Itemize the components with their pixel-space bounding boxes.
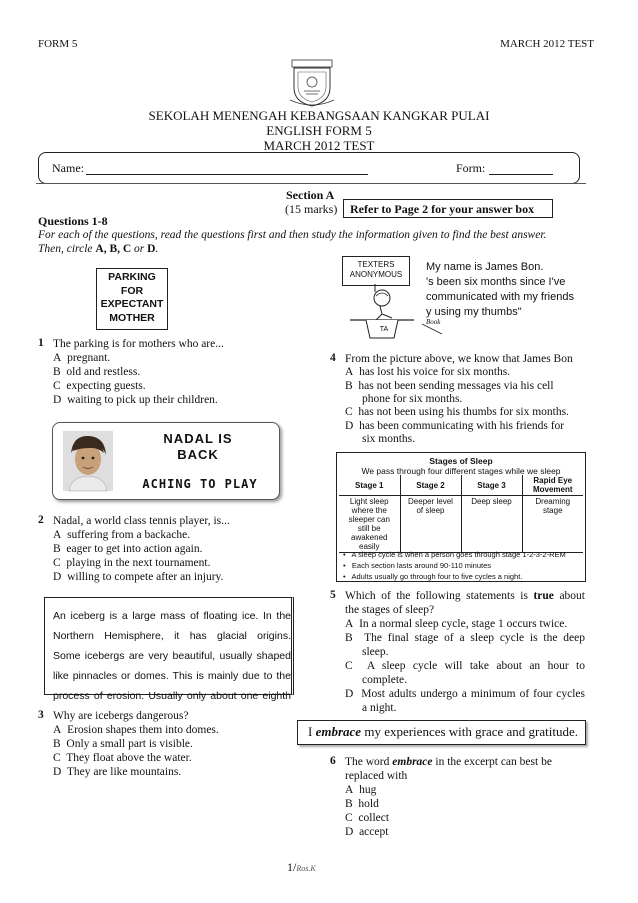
q4-option-a[interactable]: A has lost his voice for six months. bbox=[345, 366, 511, 378]
sleep-bullets: • A sleep cycle is when a person goes through stage 1-2-3-2-REM • Each section lasts around 90-110 minutes • Adults usually go through four to five cycles a night. bbox=[343, 550, 566, 581]
q5-stem-cont: the stages of sleep? bbox=[345, 604, 435, 616]
q4-number: 4 bbox=[330, 352, 336, 364]
q6-stem-cont: replaced with bbox=[345, 770, 408, 782]
sleep-stages-table bbox=[339, 475, 583, 553]
q4-stem: From the picture above, we know that James Bon bbox=[345, 353, 573, 365]
name-label: Name: bbox=[52, 161, 84, 175]
q4-option-b-cont: phone for six months. bbox=[362, 393, 463, 405]
teacher-initials: Ros.K bbox=[296, 864, 316, 873]
q5-stem: Which of the following statements is true about bbox=[345, 590, 585, 602]
q5-option-c-cont: complete. bbox=[362, 674, 408, 686]
q5-option-a[interactable]: A In a normal sleep cycle, stage 1 occurs twice. bbox=[345, 618, 568, 630]
stage-1-cell: Light sleep where the sleeper can still be awakened easily bbox=[339, 496, 400, 553]
texters-cartoon bbox=[342, 256, 586, 338]
q1-option-a[interactable]: A pregnant. bbox=[53, 352, 111, 364]
q4-option-c[interactable]: C has not been using his thumbs for six months. bbox=[345, 406, 569, 418]
nadal-subheadline: ACHING TO PLAY bbox=[142, 477, 258, 491]
q2-stem: Nadal, a world class tennis player, is... bbox=[53, 515, 230, 527]
header-left: FORM 5 bbox=[38, 38, 78, 50]
q5-option-c[interactable]: C A sleep cycle will take about an hour to bbox=[345, 660, 585, 672]
school-crest-icon bbox=[284, 58, 340, 108]
q1-option-c[interactable]: C expecting guests. bbox=[53, 380, 146, 392]
nadal-headline-1: NADAL IS bbox=[163, 431, 233, 446]
embrace-quote-box: I embrace my experiences with grace and gratitude. bbox=[297, 720, 586, 745]
q6-option-d[interactable]: D accept bbox=[345, 826, 389, 838]
q5-option-b-cont: sleep. bbox=[362, 646, 389, 658]
nadal-news-card bbox=[52, 422, 280, 500]
q3-option-c[interactable]: C They float above the water. bbox=[53, 752, 192, 764]
q1-option-b[interactable]: B old and restless. bbox=[53, 366, 141, 378]
q3-option-a[interactable]: A Erosion shapes them into domes. bbox=[53, 724, 219, 736]
page-footer bbox=[287, 860, 316, 875]
instructions-text: For each of the questions, read the questions first and then study the information given to find the best answer. Then, circle A, B, C or D. bbox=[38, 229, 547, 255]
q5-option-d-cont: a night. bbox=[362, 702, 397, 714]
divider-line bbox=[36, 183, 586, 184]
rem-header: Rapid Eye Movement bbox=[522, 475, 583, 496]
stage-2-cell: Deeper level of sleep bbox=[400, 496, 461, 553]
sleep-title: Stages of Sleep bbox=[429, 456, 493, 466]
nadal-headline-2: BACK bbox=[177, 447, 219, 462]
q6-option-c[interactable]: C collect bbox=[345, 812, 390, 824]
questions-heading: Questions 1-8 bbox=[38, 214, 108, 228]
header-right: MARCH 2012 TEST bbox=[500, 38, 594, 50]
stage-3-cell: Deep sleep bbox=[461, 496, 522, 553]
q3-stem: Why are icebergs dangerous? bbox=[53, 710, 189, 722]
rem-cell: Dreaming stage bbox=[522, 496, 583, 553]
subject-title: ENGLISH FORM 5 bbox=[266, 123, 372, 138]
section-marks: (15 marks) bbox=[285, 202, 338, 216]
cartoon-speech: My name is James Bon. 's been six months since I've communicated with my friends y using my thumbs" bbox=[426, 261, 574, 318]
name-field[interactable] bbox=[86, 160, 368, 175]
q2-option-c[interactable]: C playing in the next tournament. bbox=[53, 557, 211, 569]
form-label: Form: bbox=[456, 161, 486, 175]
test-title: MARCH 2012 TEST bbox=[263, 138, 375, 153]
section-title: Section A bbox=[286, 188, 335, 202]
form-field[interactable] bbox=[489, 160, 553, 175]
iceberg-passage: An iceberg is a large mass of floating ice. In the Northern Hemisphere, it has glacial origins. Some icebergs are very beautiful, usually shaped like pinnacles or domes. This is mainly due to the process of erosion. Usually only about one eighth bbox=[44, 597, 294, 695]
q4-option-d-cont: six months. bbox=[362, 433, 416, 445]
q3-number: 3 bbox=[38, 709, 44, 721]
q1-number: 1 bbox=[38, 337, 44, 349]
q1-stem: The parking is for mothers who are... bbox=[53, 338, 224, 350]
q6-option-b[interactable]: B hold bbox=[345, 798, 379, 810]
q5-option-b[interactable]: B The final stage of a sleep cycle is the deep bbox=[345, 632, 585, 644]
q2-option-b[interactable]: B eager to get into action again. bbox=[53, 543, 203, 555]
cartoon-signature: Book bbox=[426, 318, 441, 326]
stage-3-header: Stage 3 bbox=[461, 475, 522, 496]
q1-option-d[interactable]: D waiting to pick up their children. bbox=[53, 394, 218, 406]
answer-box-note: Refer to Page 2 for your answer box bbox=[343, 199, 553, 218]
school-name: SEKOLAH MENENGAH KEBANGSAAN KANGKAR PULAI bbox=[148, 108, 490, 123]
q5-option-d[interactable]: D Most adults undergo a minimum of four cycles bbox=[345, 688, 585, 700]
parking-sign: PARKING FOR EXPECTANT MOTHER bbox=[96, 268, 168, 330]
stage-1-header: Stage 1 bbox=[339, 475, 400, 496]
q5-number: 5 bbox=[330, 589, 336, 601]
q3-option-b[interactable]: B Only a small part is visible. bbox=[53, 738, 193, 750]
sleep-stages-box bbox=[336, 452, 586, 582]
q2-option-d[interactable]: D willing to compete after an injury. bbox=[53, 571, 224, 583]
q6-stem: The word embrace in the excerpt can best be bbox=[345, 756, 552, 768]
texters-sign: TEXTERS ANONYMOUS bbox=[342, 256, 410, 286]
q6-number: 6 bbox=[330, 755, 336, 767]
page-number: 1/ bbox=[287, 860, 297, 874]
nadal-photo bbox=[63, 431, 113, 491]
q2-option-a[interactable]: A suffering from a backache. bbox=[53, 529, 191, 541]
sleep-subtitle: We pass through four different stages while we sleep bbox=[361, 466, 561, 476]
q2-number: 2 bbox=[38, 514, 44, 526]
q4-option-d[interactable]: D has been communicating with his friends for bbox=[345, 420, 565, 432]
podium-label: TA bbox=[379, 326, 389, 333]
q3-option-d[interactable]: D They are like mountains. bbox=[53, 766, 182, 778]
q4-option-b[interactable]: B has not been sending messages via his cell bbox=[345, 380, 554, 392]
stage-2-header: Stage 2 bbox=[400, 475, 461, 496]
q6-option-a[interactable]: A hug bbox=[345, 784, 377, 796]
